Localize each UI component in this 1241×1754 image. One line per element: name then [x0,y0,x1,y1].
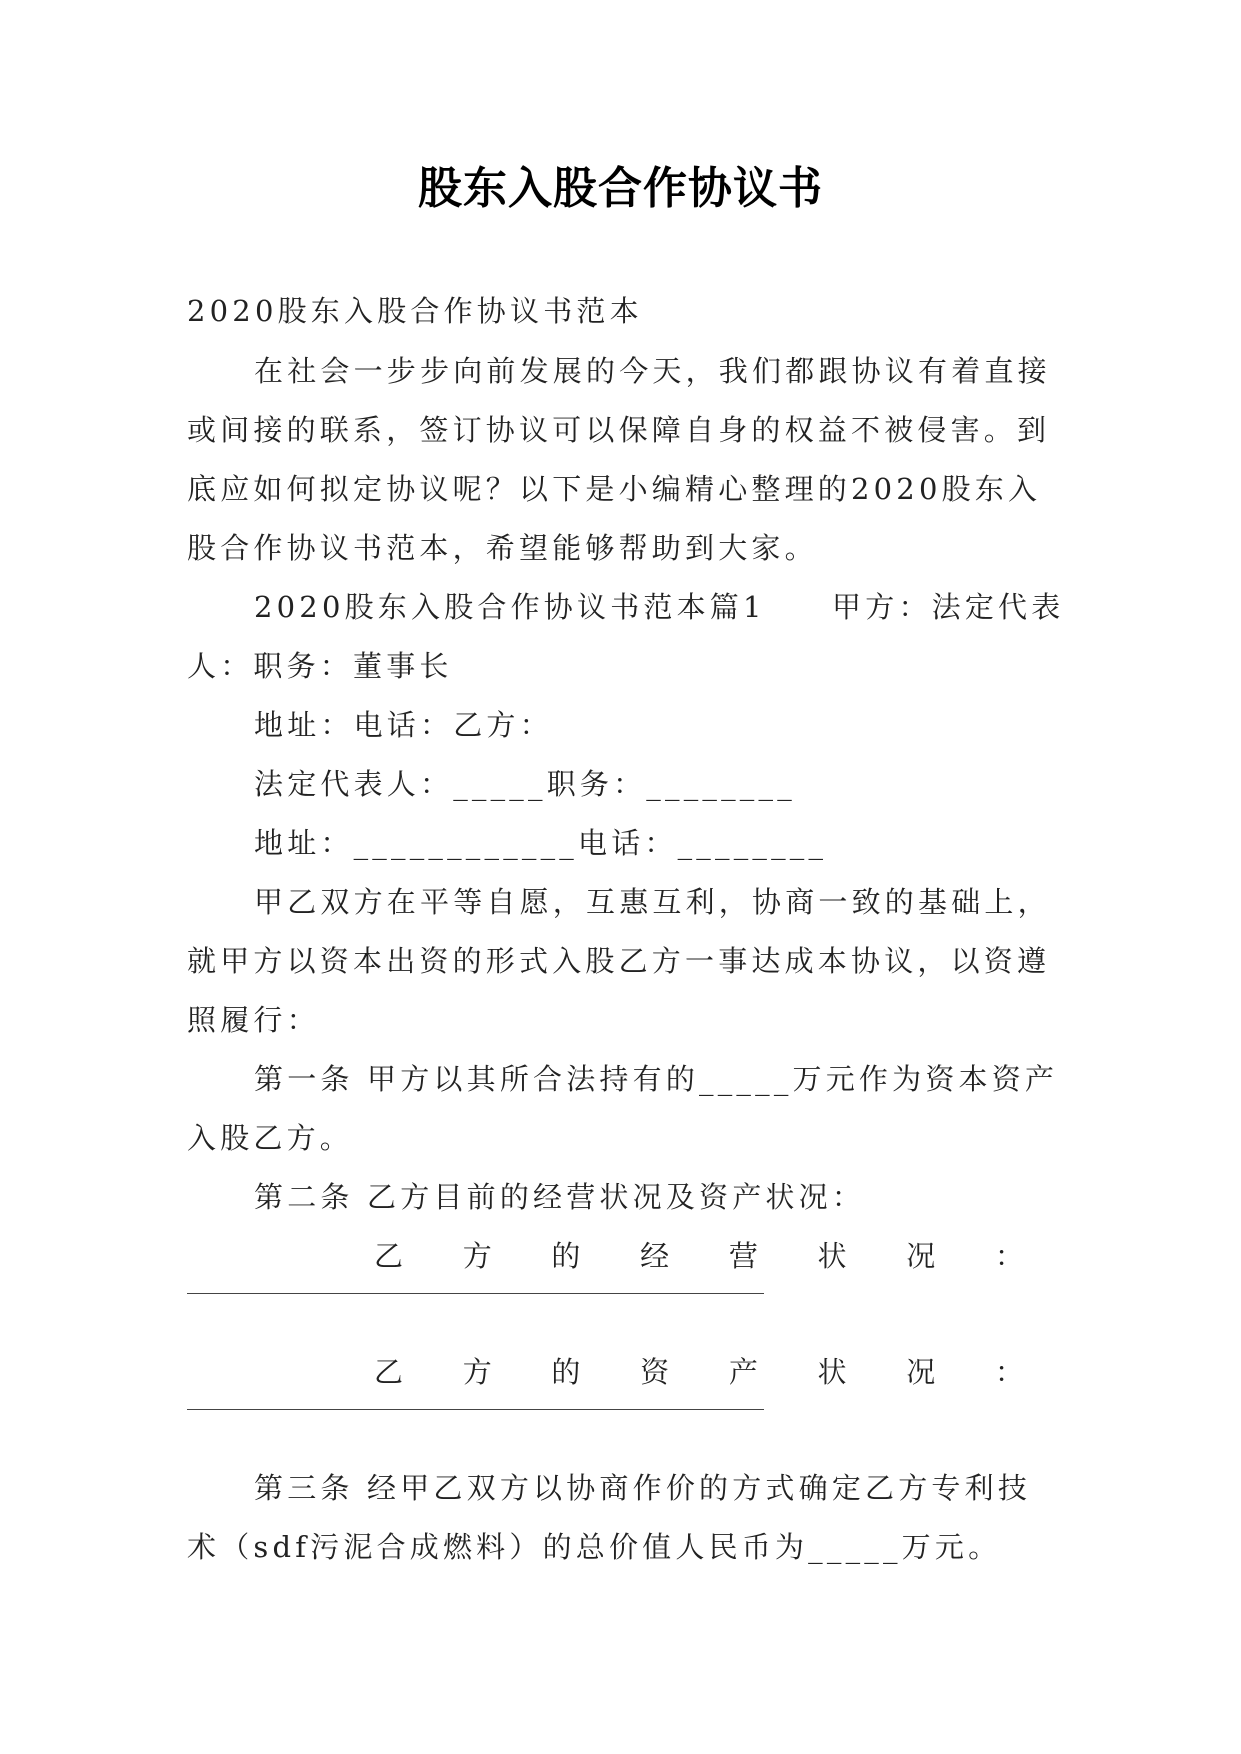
preamble-line-3: 照履行： [187,1003,320,1037]
intro-line-4: 股合作协议书范本，希望能够帮助到大家。 [187,531,818,565]
operating-status-label [374,1236,1024,1276]
party-a-line-1: 2020股东入股合作协议书范本篇1 甲方：法定代表 [254,590,1065,624]
asset-status-label [374,1352,1024,1392]
asset-status-blank [187,1409,764,1410]
asset-status-char: 况 [906,1355,936,1389]
operating-status-char: 方 [462,1239,492,1273]
preamble-line-2: 就甲方以资本出资的形式入股乙方一事达成本协议，以资遵 [187,944,1051,978]
article-1-line-2: 入股乙方。 [187,1121,354,1155]
asset-status-char: ： [994,1355,1024,1389]
article-3-line-1: 第三条 经甲乙双方以协商作价的方式确定乙方专利技 [254,1471,1032,1505]
intro-line-1: 在社会一步步向前发展的今天，我们都跟协议有着直接 [254,354,1051,388]
intro-line-2: 或间接的联系，签订协议可以保障自身的权益不被侵害。到 [187,413,1051,447]
operating-status-char: 的 [551,1239,581,1273]
asset-status-char: 的 [551,1355,581,1389]
document-title: 股东入股合作协议书 [418,163,823,214]
article-3-line-2: 术（sdf污泥合成燃料）的总价值人民币为_____万元。 [187,1530,1002,1564]
preamble-line-1: 甲乙双方在平等自愿，互惠互利，协商一致的基础上， [254,885,1051,919]
asset-status-char: 乙 [374,1355,404,1389]
article-1-line-1: 第一条 甲方以其所合法持有的_____万元作为资本资产 [254,1062,1059,1096]
document-subtitle: 2020股东入股合作协议书范本 [187,294,643,328]
party-a-line-2: 人：职务：董事长 [187,649,453,683]
address-phone-blank-line: 地址：____________电话：________ [254,826,828,860]
asset-status-char: 状 [817,1355,847,1389]
intro-line-3: 底应如何拟定协议呢？以下是小编精心整理的2020股东入 [187,472,1042,506]
representative-line: 法定代表人：_____职务：________ [254,767,796,801]
operating-status-char: 乙 [374,1239,404,1273]
operating-status-blank [187,1293,764,1294]
asset-status-char: 资 [640,1355,670,1389]
article-2-heading: 第二条 乙方目前的经营状况及资产状况： [254,1180,866,1214]
operating-status-char: 经 [640,1239,670,1273]
operating-status-char: 状 [817,1239,847,1273]
asset-status-char: 产 [728,1355,758,1389]
asset-status-char: 方 [462,1355,492,1389]
address-phone-line: 地址：电话：乙方： [254,708,553,742]
operating-status-char: ： [994,1239,1024,1273]
operating-status-char: 营 [728,1239,758,1273]
operating-status-char: 况 [906,1239,936,1273]
